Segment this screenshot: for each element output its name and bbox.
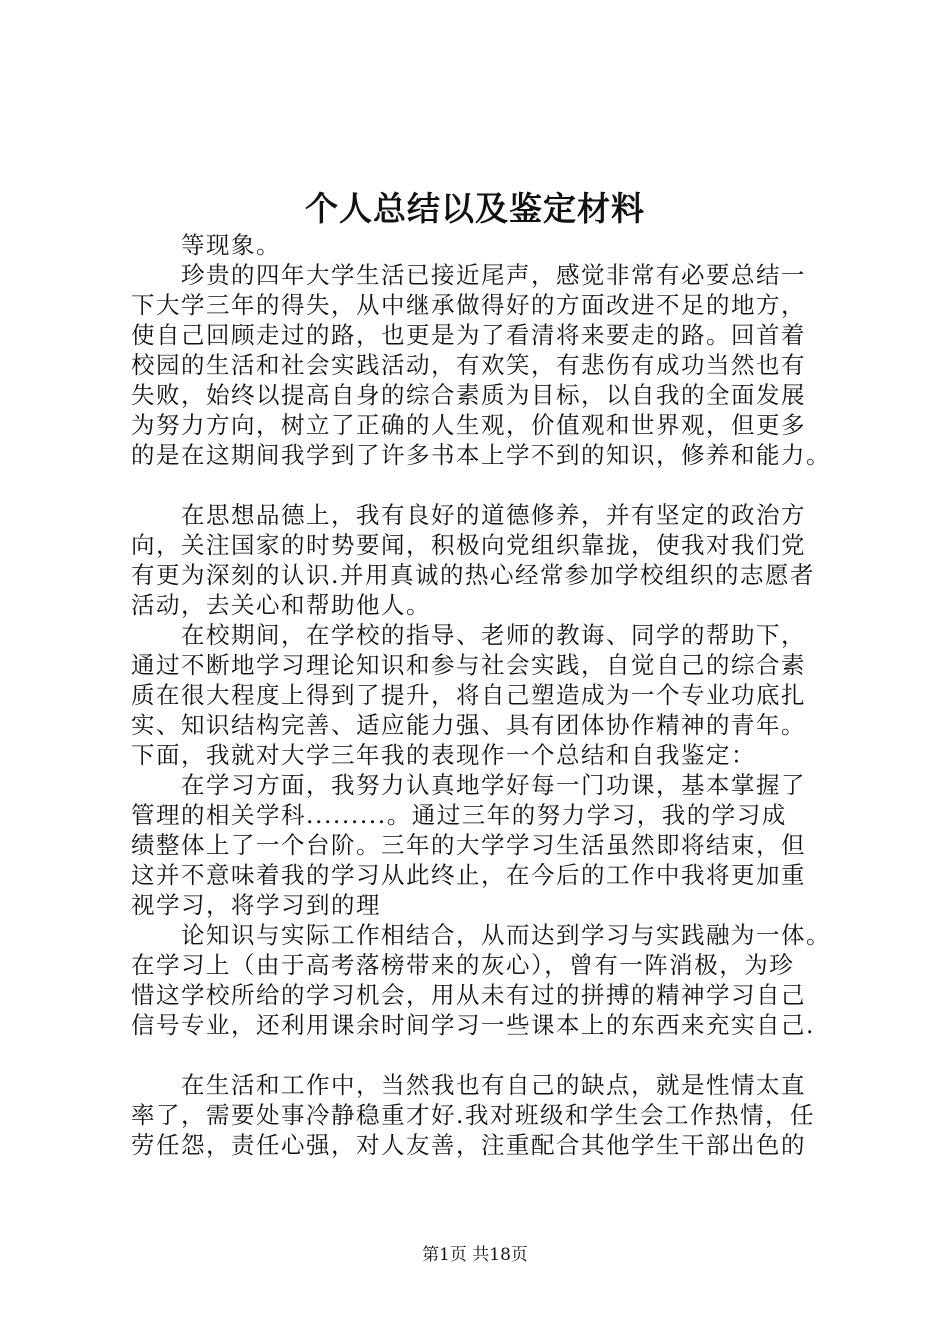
text-line: 实、知识结构完善、适应能力强、具有团体协作精神的青年。 [131, 711, 806, 739]
text-line: 在生活和工作中，当然我也有自己的缺点，就是性情太直 [181, 1071, 806, 1099]
text-line: 在学习上（由于高考落榜带来的灰心），曾有一阵消极，为珍 [131, 951, 795, 979]
text-line: 下面，我就对大学三年我的表现作一个总结和自我鉴定： [131, 741, 756, 769]
page-footer: 第1页 共18页 [422, 1245, 528, 1265]
text-line: 率了，需要处事冷静稳重才好.我对班级和学生会工作热情，任 [131, 1101, 815, 1129]
text-line: 在学习方面，我努力认真地学好每一门功课，基本掌握了 [181, 771, 806, 799]
text-line: 惜这学校所给的学习机会，用从未有过的拼搏的精神学习自己 [131, 981, 806, 1009]
text-line: 有更为深刻的认识.并用真诚的热心经常参加学校组织的志愿者 [131, 561, 815, 589]
text-line: 在校期间，在学校的指导、老师的教诲、同学的帮助下， [181, 621, 806, 649]
text-line: 为努力方向，树立了正确的人生观，价值观和世界观，但更多 [131, 411, 806, 439]
text-line: 向，关注国家的时势要闻，积极向党组织靠拢，使我对我们党 [131, 531, 806, 559]
text-line: 珍贵的四年大学生活已接近尾声，感觉非常有必要总结一 [181, 261, 806, 289]
text-line: 校园的生活和社会实践活动，有欢笑，有悲伤有成功当然也有 [131, 351, 806, 379]
text-line: 下大学三年的得失，从中继承做得好的方面改进不足的地方， [131, 291, 806, 319]
text-line: 的是在这期间我学到了许多书本上学不到的知识，修养和能力。 [131, 441, 831, 469]
text-line: 信号专业，还利用课余时间学习一些课本上的东西来充实自己. [131, 1011, 815, 1039]
page-title: 个人总结以及鉴定材料 [305, 189, 645, 228]
text-line: 这并不意味着我的学习从此终止，在今后的工作中我将更加重 [131, 861, 806, 889]
text-line: 论知识与实际工作相结合，从而达到学习与实践融为一体。 [181, 921, 831, 949]
text-line: 视学习，将学习到的理 [131, 891, 381, 919]
text-line: 活动，去关心和帮助他人。 [131, 591, 431, 619]
text-line: 在思想品德上，我有良好的道德修养，并有坚定的政治方 [181, 501, 806, 529]
text-line: 绩整体上了一个台阶。三年的大学学习生活虽然即将结束，但 [131, 831, 806, 859]
text-line: 通过不断地学习理论知识和参与社会实践，自觉自己的综合素 [131, 651, 806, 679]
text-line: 劳任怨，责任心强，对人友善，注重配合其他学生干部出色的 [131, 1131, 806, 1159]
text-line: 使自己回顾走过的路，也更是为了看清将来要走的路。回首着 [131, 321, 806, 349]
text-line: 失败，始终以提高自身的综合素质为目标，以自我的全面发展 [131, 381, 806, 409]
blank-line [131, 470, 831, 500]
text-line: 管理的相关学科.........。通过三年的努力学习，我的学习成 [131, 801, 787, 829]
blank-line [131, 1040, 831, 1070]
document-body [131, 230, 831, 1160]
text-line: 质在很大程度上得到了提升，将自己塑造成为一个专业功底扎 [131, 681, 806, 709]
text-line: 等现象。 [181, 231, 281, 259]
